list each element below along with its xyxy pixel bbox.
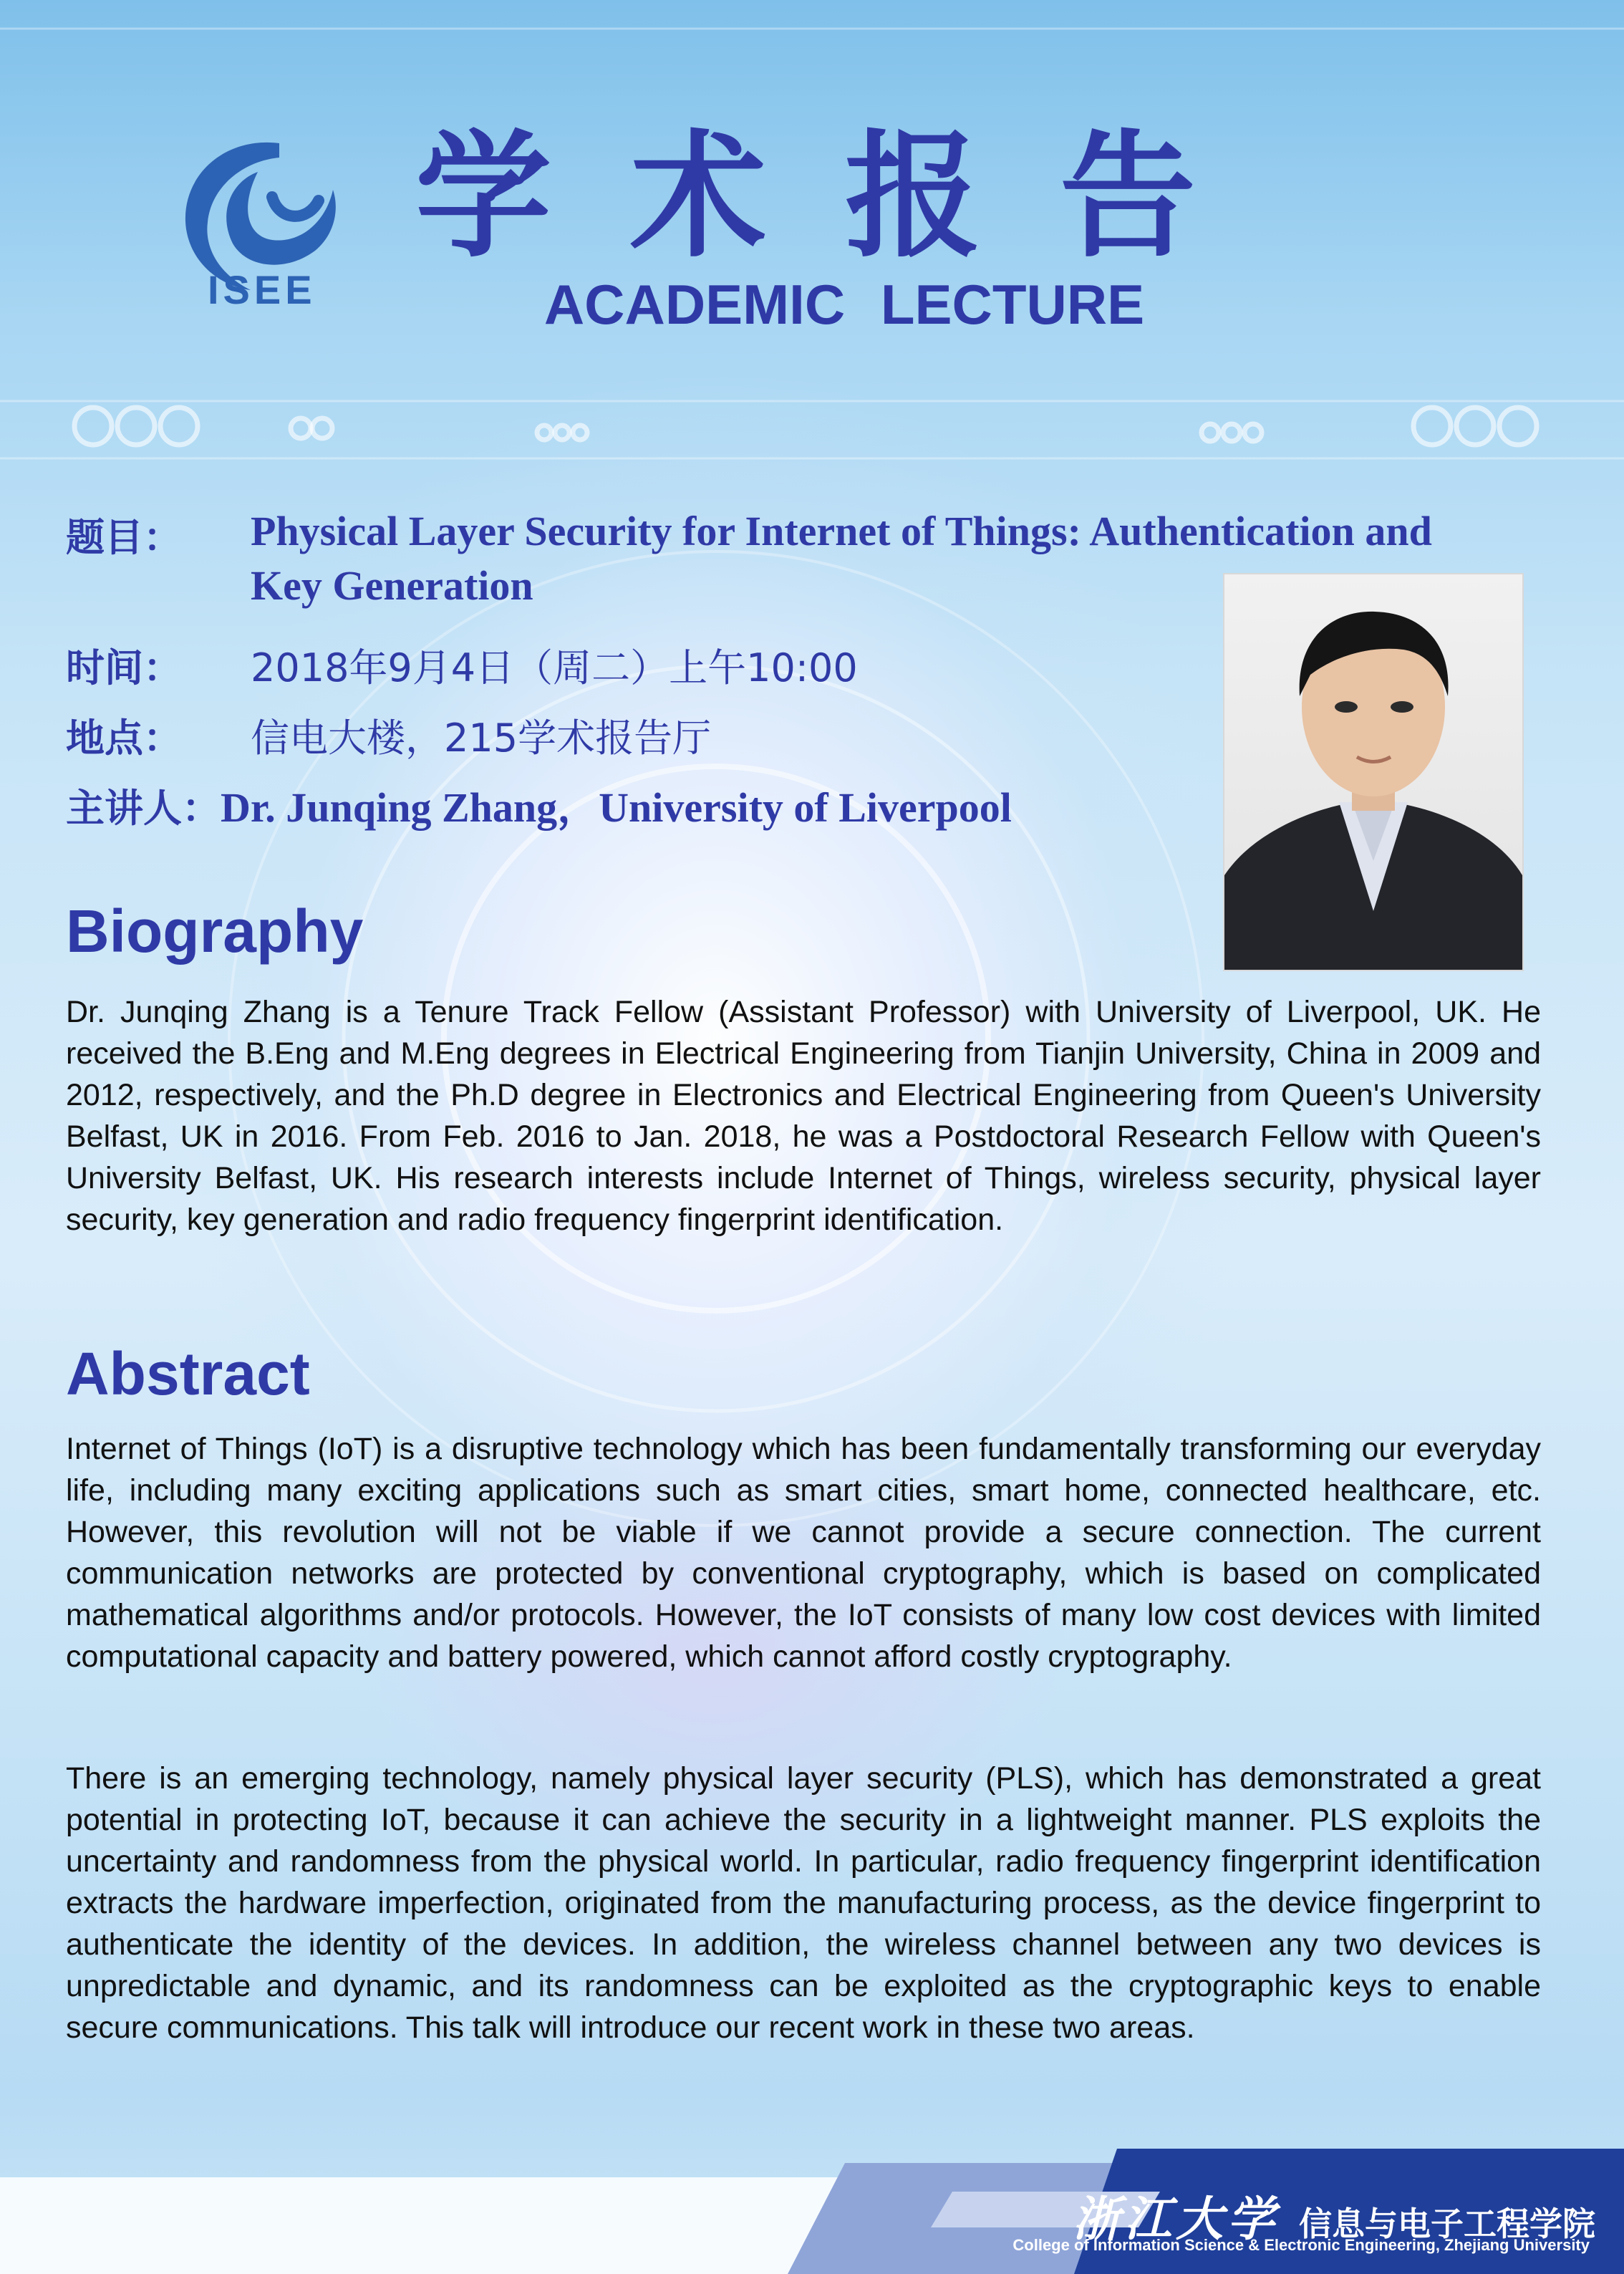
speaker-line xyxy=(66,774,1012,834)
place-value: 信电大楼，215学术报告厅 xyxy=(251,716,712,761)
abstract-paragraph-2: There is an emerging technology, namely physical layer security (PLS), which has demonstrated a great potential in protecting IoT, because it can achieve the security in a lightweight manner. PLS exploits the uncertainty and randomness from the physical world. In particular, radio frequency fingerprint identification extracts the hardware imperfection, originated from the manufacturing process, as the device fingerprint to authenticate the identity of the devices. In addition, the wireless channel between any two devices is unpredictable and dynamic, and its randomness can be exploited as the cryptographic keys to enable secure communications. This talk will introduce our recent work in these two areas. xyxy=(66,1761,1541,2045)
speaker-photo xyxy=(1223,573,1524,971)
time-value: 2018年9月4日（周二）上午10:00 xyxy=(251,645,858,690)
place-label: 地点： xyxy=(66,716,182,761)
college-name-en: College of Information Science & Electronic Engineering, Zhejiang University xyxy=(1012,2236,1590,2254)
university-name-cn: 浙江大学 xyxy=(1073,2191,1279,2247)
page-title-cn: 学术报告 xyxy=(415,117,1275,276)
abstract-paragraph-1: Internet of Things (IoT) is a disruptive technology which has been fundamentally transforming our everyday life, including many exciting applications such as smart cities, smart home, connected healthcare, etc. However, this revolution will not be viable if we cannot provide a secure connection. The current communication networks are protected by conventional cryptography, which is based on complicated mathematical algorithms and/or protocols. However, the IoT consists of many low cost devices with limited computational capacity and battery powered, which cannot afford costly cryptography. xyxy=(66,1432,1541,1674)
speaker-value: Dr. Junqing Zhang，University of Liverpool xyxy=(221,784,1012,831)
speaker-portrait-icon xyxy=(1224,574,1522,970)
college-name-cn: 信息与电子工程学院 xyxy=(1299,2205,1595,2243)
speaker-label: 主讲人： xyxy=(66,786,221,831)
topic-value-line1: Physical Layer Security for Internet of Things: Authentication and xyxy=(251,508,1432,554)
page-title-en: ACADEMIC LECTURE xyxy=(543,273,1145,336)
biography-heading: Biography xyxy=(66,897,364,965)
biography-text: Dr. Junqing Zhang is a Tenure Track Fellow (Assistant Professor) with University of Liverpool, UK. He received the B.Eng and M.Eng degrees in Electrical Engineering from Tianjin University, China in 2009 and 2012, respectively, and the Ph.D degree in Electronics and Electrical Engineering from Queen's University Belfast, UK in 2016. From Feb. 2016 to Jan. 2018, he was a Postdoctoral Research Fellow with Queen's University Belfast, UK. His research interests include Internet of Things, wireless security, physical layer security, key generation and radio frequency fingerprint identification. xyxy=(66,995,1541,1237)
topic-label: 题目： xyxy=(66,515,182,560)
topic-value-line2: Key Generation xyxy=(251,562,533,609)
abstract-heading: Abstract xyxy=(66,1340,310,1407)
logo-text: ISEE xyxy=(208,267,316,312)
time-label: 时间： xyxy=(66,645,182,690)
